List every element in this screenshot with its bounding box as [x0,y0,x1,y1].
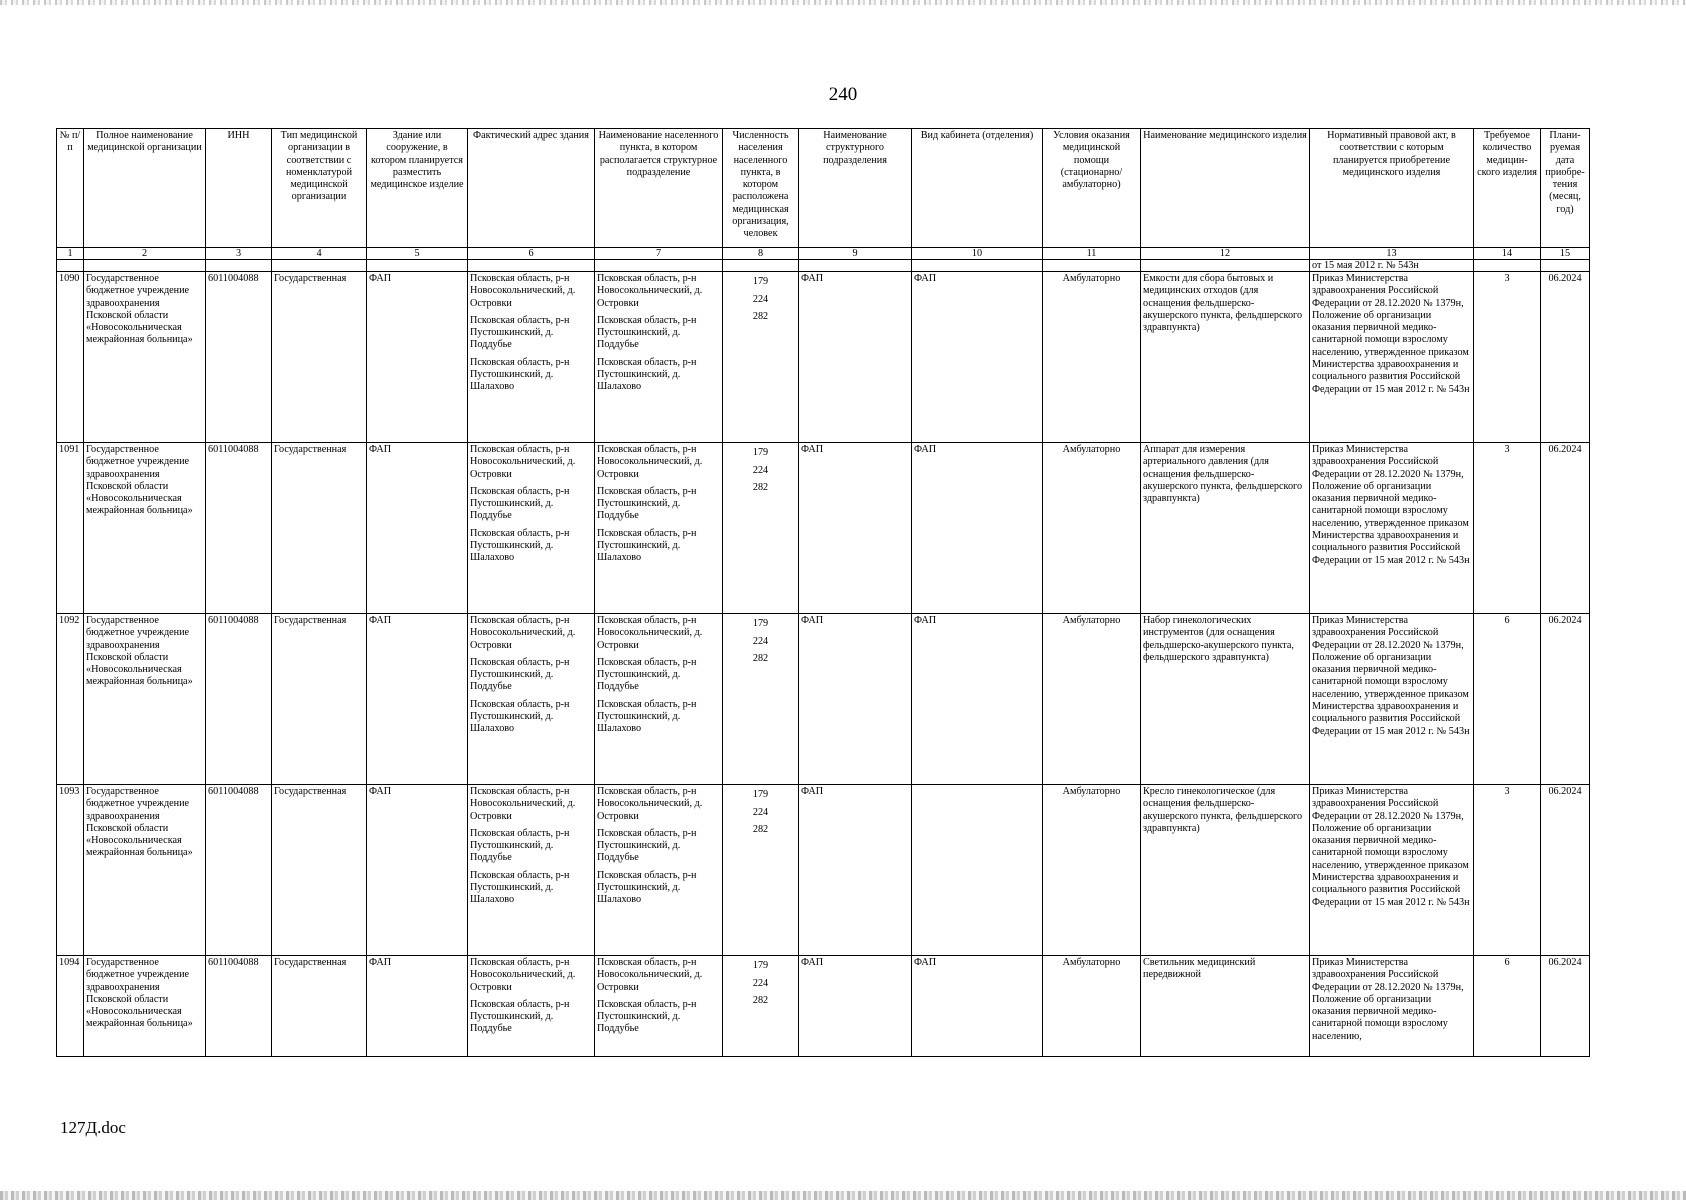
building-cell: ФАП [367,443,468,614]
table-row [57,785,1590,956]
legal-act: Приказ Министерства здравоохранения Российской Федерации от 28.12.2020 № 1379н, Положение об организации оказания первичной медико-санитарной помощи взрослому населению, утвержденное приказом Министерства здравоохранения и социального развития Российской Федерации от 15 мая 2012 г. № 543н [1310,272,1474,443]
building-cell: ФАП [367,614,468,785]
address-line: Псковская область, р-н Новосокольнический, д. Островки [470,615,576,651]
legal-act: Приказ Министерства здравоохранения Российской Федерации от 28.12.2020 № 1379н, Положение об организации оказания первичной медико-санитарной помощи взрослому населению, [1310,956,1474,1057]
purchase-date: 06.2024 [1541,443,1590,614]
quantity-cell: 3 [1474,272,1541,443]
row-number: 1092 [57,614,84,785]
organization-name: Государственное бюджетное учреждение здравоохранения Псковской области «Новосокольническая межрайонная больница» [84,443,206,614]
legal-act: Приказ Министерства здравоохранения Российской Федерации от 28.12.2020 № 1379н, Положение об организации оказания первичной медико-санитарной помощи взрослому населению, утвержденное приказом Министерства здравоохранения и социального развития Российской Федерации от 15 мая 2012 г. № 543н [1310,785,1474,956]
address-line: Псковская область, р-н Пустошкинский, д. Поддубье [470,827,570,864]
organization-name: Государственное бюджетное учреждение здравоохранения Псковской области «Новосокольническая межрайонная больница» [84,956,206,1057]
page-number: 240 [828,84,858,105]
address-line: Псковская область, р-н Новосокольнический, д. Островки [470,444,576,480]
address-line: Псковская область, р-н Пустошкинский, д. Шалахово [470,698,570,735]
organization-name: Государственное бюджетное учреждение здравоохранения Псковской области «Новосокольническая межрайонная больница» [84,614,206,785]
inn-cell: 6011004088 [206,614,272,785]
address-line: Псковская область, р-н Пустошкинский, д. Поддубье [470,314,570,351]
population-value: 282 [752,482,769,493]
inn-cell: 6011004088 [206,956,272,1057]
population-value: 282 [752,653,769,664]
population-value: 179 [752,447,769,458]
address-cell [468,956,595,1057]
inn-cell: 6011004088 [206,272,272,443]
conditions-cell: Амбулаторно [1043,785,1141,956]
device-name: Емкости для сбора бытовых и медицинских отходов (для оснащения фельдшерско-акушерского пункта, фельдшерского здравпункта) [1141,272,1310,443]
header-cell: Фактический адрес здания [468,129,595,248]
device-name: Светильник медицинский передвижной [1141,956,1310,1057]
cabinet-cell: ФАП [912,614,1043,785]
quantity-cell: 3 [1474,443,1541,614]
address-cell [468,785,595,956]
subdivision-cell: ФАП [799,272,912,443]
table-row [57,272,1590,443]
table-row [57,956,1590,1057]
population-cell [723,443,799,614]
continuation-row [57,260,1590,272]
organization-type: Государственная [272,785,367,956]
quantity-cell: 6 [1474,956,1541,1057]
cabinet-cell: ФАП [912,956,1043,1057]
header-cell: Требуемое количество медицин-ского изделия [1474,129,1541,248]
header-cell: Вид кабинета (отделения) [912,129,1043,248]
organization-type: Государственная [272,614,367,785]
purchase-date: 06.2024 [1541,956,1590,1057]
address-line: Псковская область, р-н Новосокольнический, д. Островки [470,273,576,309]
address-cell [468,614,595,785]
column-number: 7 [595,248,723,260]
subdivision-cell: ФАП [799,614,912,785]
building-cell: ФАП [367,785,468,956]
settlement-line: Псковская область, р-н Пустошкинский, д. Шалахово [597,356,697,393]
settlement-cell [595,443,723,614]
header-cell: Тип медицинской организации в соответствии с номенклатурой медицинской организации [272,129,367,248]
row-number: 1094 [57,956,84,1057]
table-row [57,443,1590,614]
organization-type: Государственная [272,443,367,614]
inn-cell: 6011004088 [206,785,272,956]
quantity-cell: 3 [1474,785,1541,956]
scan-edge-top [0,0,1686,5]
building-cell: ФАП [367,956,468,1057]
population-cell [723,956,799,1057]
header-row [57,129,1590,248]
header-cell: Наименование структурного подразделения [799,129,912,248]
settlement-line: Псковская область, р-н Пустошкинский, д. Поддубье [597,656,697,693]
device-name: Набор гинекологических инструментов (для оснащения фельдшерско-акушерского пункта, фельдшерского здравпункта) [1141,614,1310,785]
scan-edge-bottom [0,1191,1686,1200]
device-name: Кресло гинекологическое (для оснащения фельдшерско-акушерского пункта, фельдшерского здравпункта) [1141,785,1310,956]
subdivision-cell: ФАП [799,785,912,956]
cabinet-cell: ФАП [912,272,1043,443]
subdivision-cell: ФАП [799,443,912,614]
header-cell: ИНН [206,129,272,248]
column-number: 15 [1541,248,1590,260]
conditions-cell: Амбулаторно [1043,443,1141,614]
settlement-line: Псковская область, р-н Новосокольнический, д. Островки [597,273,703,309]
column-number-row [57,248,1590,260]
settlement-cell [595,785,723,956]
settlement-line: Псковская область, р-н Пустошкинский, д. Поддубье [597,998,697,1035]
settlement-line: Псковская область, р-н Пустошкинский, д. Поддубье [597,485,697,522]
row-number: 1091 [57,443,84,614]
address-line: Псковская область, р-н Пустошкинский, д. Поддубье [470,485,570,522]
header-cell: Нормативный правовой акт, в соответствии с которым планируется приобретение медицинского изделия [1310,129,1474,248]
settlement-line: Псковская область, р-н Новосокольнический, д. Островки [597,957,703,993]
address-line: Псковская область, р-н Пустошкинский, д. Шалахово [470,356,570,393]
address-line: Псковская область, р-н Пустошкинский, д. Шалахово [470,869,570,906]
device-name: Аппарат для измерения артериального давления (для оснащения фельдшерско-акушерского пункта, фельдшерского здравпункта) [1141,443,1310,614]
column-number: 8 [723,248,799,260]
header-cell: Наименование медицинского изделия [1141,129,1310,248]
table-row [57,614,1590,785]
address-line: Псковская область, р-н Пустошкинский, д. Шалахово [470,527,570,564]
column-number: 14 [1474,248,1541,260]
settlement-line: Псковская область, р-н Пустошкинский, д. Шалахово [597,527,697,564]
population-cell [723,785,799,956]
column-number: 1 [57,248,84,260]
header-cell: Здание или сооружение, в котором планируется разместить медицинское изделие [367,129,468,248]
quantity-cell: 6 [1474,614,1541,785]
conditions-cell: Амбулаторно [1043,272,1141,443]
column-number: 12 [1141,248,1310,260]
header-cell: Плани-руемая дата приобре-тения (месяц, год) [1541,129,1590,248]
organization-type: Государственная [272,956,367,1057]
population-value: 179 [752,618,769,629]
settlement-line: Псковская область, р-н Пустошкинский, д. Поддубье [597,827,697,864]
population-value: 224 [752,977,769,989]
legal-act: Приказ Министерства здравоохранения Российской Федерации от 28.12.2020 № 1379н, Положение об организации оказания первичной медико-санитарной помощи взрослому населению, утвержденное приказом Министерства здравоохранения и социального развития Российской Федерации от 15 мая 2012 г. № 543н [1310,614,1474,785]
purchase-date: 06.2024 [1541,272,1590,443]
address-cell [468,272,595,443]
organization-name: Государственное бюджетное учреждение здравоохранения Псковской области «Новосокольническая межрайонная больница» [84,785,206,956]
population-value: 282 [752,824,769,835]
settlement-cell [595,956,723,1057]
legal-act: Приказ Министерства здравоохранения Российской Федерации от 28.12.2020 № 1379н, Положение об организации оказания первичной медико-санитарной помощи взрослому населению, утвержденное приказом Министерства здравоохранения и социального развития Российской Федерации от 15 мая 2012 г. № 543н [1310,443,1474,614]
population-value: 224 [752,464,769,476]
population-value: 224 [752,635,769,647]
cabinet-cell: ФАП [912,443,1043,614]
settlement-line: Псковская область, р-н Новосокольнический, д. Островки [597,786,703,822]
settlement-line: Псковская область, р-н Пустошкинский, д. Поддубье [597,314,697,351]
settlement-cell [595,272,723,443]
population-cell [723,272,799,443]
inn-cell: 6011004088 [206,443,272,614]
column-number: 11 [1043,248,1141,260]
address-line: Псковская область, р-н Пустошкинский, д. Поддубье [470,656,570,693]
settlement-line: Псковская область, р-н Пустошкинский, д. Шалахово [597,698,697,735]
organization-type: Государственная [272,272,367,443]
equipment-table [56,128,1590,1057]
address-cell [468,443,595,614]
purchase-date: 06.2024 [1541,614,1590,785]
purchase-date: 06.2024 [1541,785,1590,956]
settlement-line: Псковская область, р-н Пустошкинский, д. Шалахово [597,869,697,906]
column-number: 5 [367,248,468,260]
settlement-line: Псковская область, р-н Новосокольнический, д. Островки [597,444,703,480]
column-number: 4 [272,248,367,260]
column-number: 10 [912,248,1043,260]
row-number: 1090 [57,272,84,443]
population-value: 282 [752,311,769,322]
building-cell: ФАП [367,272,468,443]
header-cell: № п/п [57,129,84,248]
settlement-cell [595,614,723,785]
population-value: 179 [752,276,769,287]
address-line: Псковская область, р-н Новосокольнический, д. Островки [470,786,576,822]
column-number: 9 [799,248,912,260]
population-value: 224 [752,293,769,305]
column-number: 13 [1310,248,1474,260]
row-number: 1093 [57,785,84,956]
cabinet-cell [912,785,1043,956]
column-number: 2 [84,248,206,260]
population-value: 282 [752,995,769,1006]
population-value: 224 [752,806,769,818]
header-cell: Наименование населенного пункта, в котором располагается структурное подразделение [595,129,723,248]
continuation-act-text: от 15 мая 2012 г. № 543н [1310,260,1474,272]
column-number: 3 [206,248,272,260]
organization-name: Государственное бюджетное учреждение здравоохранения Псковской области «Новосокольническая межрайонная больница» [84,272,206,443]
header-cell: Численность населения населенного пункта, в котором расположена медицинская организация, человек [723,129,799,248]
column-number: 6 [468,248,595,260]
header-cell: Условия оказания медицинской помощи (стационарно/ амбулаторно) [1043,129,1141,248]
address-line: Псковская область, р-н Пустошкинский, д. Поддубье [470,998,570,1035]
population-value: 179 [752,789,769,800]
settlement-line: Псковская область, р-н Новосокольнический, д. Островки [597,615,703,651]
conditions-cell: Амбулаторно [1043,956,1141,1057]
address-line: Псковская область, р-н Новосокольнический, д. Островки [470,957,576,993]
header-cell: Полное наименование медицинской организации [84,129,206,248]
population-value: 179 [752,960,769,971]
document-filename: 127Д.doc [60,1118,126,1137]
subdivision-cell: ФАП [799,956,912,1057]
population-cell [723,614,799,785]
conditions-cell: Амбулаторно [1043,614,1141,785]
